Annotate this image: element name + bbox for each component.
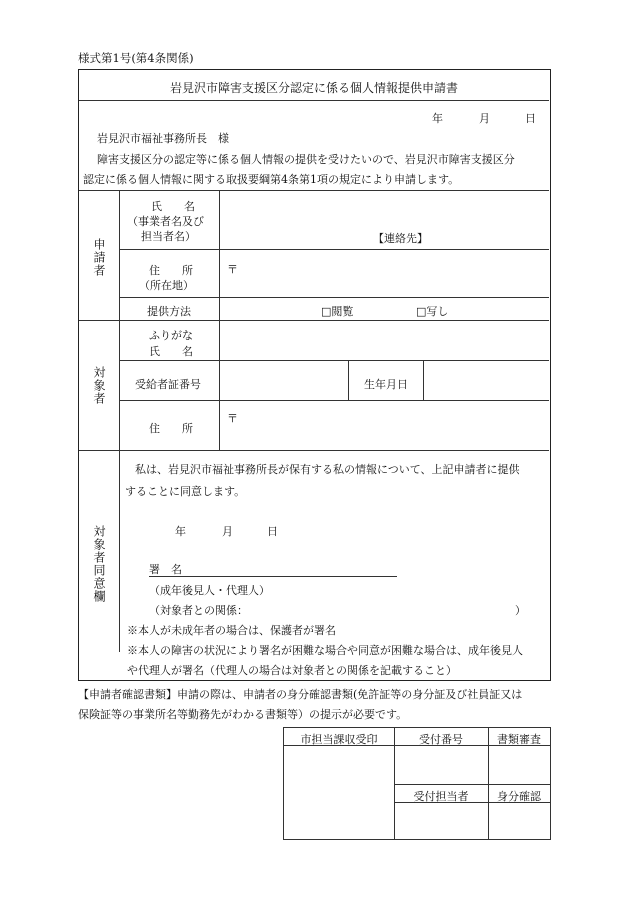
subject-furigana-label: ふりがな (149, 329, 193, 342)
office-use-table (283, 727, 551, 840)
receipt-number-header: 受付番号 (419, 733, 463, 746)
stamp-header: 市担当課収受印 (300, 733, 378, 746)
relation-close: ） (515, 604, 526, 617)
subject-postal-mark: 〒 (227, 412, 238, 425)
consent-section-label: 対象者同意欄 (92, 525, 106, 603)
consent-date-month: 月 (222, 525, 233, 538)
consent-date-year: 年 (175, 525, 186, 538)
guardian-label: （成年後見人・代理人） (149, 584, 270, 597)
consent-note-2-line-2: や代理人が署名（代理人の場合は対象者との関係を記載すること） (127, 664, 457, 677)
form-number: 様式第1号(第4条関係) (78, 51, 194, 65)
consent-note-2-line-1: ※本人の障害の状況により署名が困難な場合や同意が困難な場合は、成年後見人 (127, 644, 523, 657)
applicant-postal-mark: 〒 (227, 263, 238, 276)
form-title: 岩見沢市障害支援区分認定に係る個人情報提供申請書 (169, 81, 458, 95)
receiver-header: 受付担当者 (413, 790, 469, 803)
applicant-address-label-1: 住 所 (149, 264, 193, 277)
relation-open: （対象者との関係： (149, 604, 248, 617)
signature-line (149, 576, 397, 577)
confirmation-note-line-1: 【申請者確認書類】申請の際は、申請者の身分確認書類(免許証等の身分証及び社員証又は (78, 688, 523, 701)
option-copy[interactable]: □写し (416, 305, 449, 318)
option-view[interactable]: □閲覧 (321, 305, 354, 318)
applicant-name-label-3: 担当者名） (141, 230, 196, 243)
subject-address-label: 住 所 (149, 422, 193, 435)
applicant-name-label-1: 氏 名 (151, 200, 195, 213)
applicant-name-label-2: （事業者名及び (127, 215, 204, 228)
signature-label: 署 名 (149, 563, 182, 576)
consent-text-line-1: 私は、岩見沢市福祉事務所長が保有する私の情報について、上記申請者に提供 (135, 463, 520, 476)
date-year: 年 (432, 112, 443, 125)
subject-name-label: 氏 名 (149, 345, 193, 358)
applicant-method-label: 提供方法 (147, 305, 191, 318)
document-review-header: 書類審査 (497, 733, 541, 746)
application-form (78, 69, 551, 681)
consent-text-line-2: することに同意します。 (125, 485, 246, 498)
intro-line-1: 障害支援区分の認定等に係る個人情報の提供を受けたいので、岩見沢市障害支援区分 (97, 153, 515, 166)
subject-cert-label: 受給者証番号 (135, 378, 201, 391)
addressee: 岩見沢市福祉事務所長 様 (97, 132, 229, 145)
consent-date-day: 日 (267, 525, 278, 538)
applicant-section-label: 申請者 (92, 238, 106, 277)
consent-note-1: ※本人が未成年者の場合は、保護者が署名 (127, 624, 336, 637)
applicant-contact-label: 【連絡先】 (373, 232, 428, 245)
intro-line-2: 認定に係る個人情報に関する取扱要綱第4条第1項の規定により申請します。 (83, 173, 460, 186)
subject-section-label: 対象者 (92, 366, 106, 405)
date-month: 月 (479, 112, 490, 125)
subject-birth-label: 生年月日 (364, 378, 408, 391)
date-day: 日 (525, 112, 536, 125)
id-check-header: 身分確認 (497, 790, 541, 803)
confirmation-note-line-2: 保険証等の事業所名等勤務先がわかる書類等）の提示が必要です。 (78, 708, 408, 721)
applicant-address-label-2: （所在地） (139, 279, 194, 292)
